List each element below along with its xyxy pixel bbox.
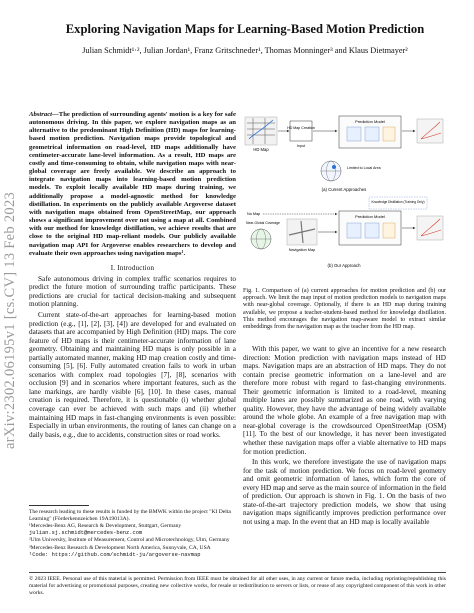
abstract (29, 111, 236, 258)
footnote-affiliation-3: ³Mercedes-Benz Research & Development North America, Sunnyvale, CA, USA (29, 544, 211, 551)
right-paragraph-1: With this paper, we want to give an incentive for a new research direction: Motion prediction with navigation maps instead of HD maps. Navigation maps are an abstraction of HD maps. They do not contain precise geometric information on a lane-level and are therefore more robust with regard to fast-changing environments. Their geometric information is limited to a road-level, meaning multiple lanes are possibly summarized as one road, with varying quality. However, they have the advantage of being widely available around the whole globe. An example of a free navigation map with near-global coverage is the crowdsourced OpenStreetMap (OSM) [11]. To the best of our knowledge, it has never been investigated whether these navigation maps offer a viable alternative to HD maps for motion prediction. (243, 345, 446, 456)
right-paragraph-2: In this work, we therefore investigate the use of navigation maps for the task of motion prediction. We focus on road-level geometry and omit geometric information of lanes, which form the core of every HD map and serve as the main source of information in the field of prediction. Our approach is shown in Fig. 1. On the basis of two state-of-the-art trajectory prediction models, we show that using navigation maps significantly improves prediction performance over not using a map. In the event that an HD map is locally available (243, 458, 446, 526)
footnote-email[interactable]: julian.sj.schmidt@mercedes-benz.com (29, 530, 143, 537)
footnotes (29, 505, 236, 559)
abstract-label: Abstract— (29, 111, 59, 118)
arrow-b-out-head (413, 227, 416, 229)
no-map-arrow-head (335, 213, 338, 215)
panel-b (246, 197, 443, 268)
hd-map-label: HD Map (253, 147, 269, 152)
navigation-map-label: Navigation Map (288, 248, 316, 252)
model-block-b1 (347, 223, 361, 238)
panel-b-caption: (b) Our Approach (327, 263, 361, 268)
left-column (29, 111, 236, 441)
local-area-marker (332, 165, 336, 169)
model-block-b2 (365, 223, 379, 238)
panel-a-caption: (a) Current Approaches (321, 187, 367, 192)
figure-1-caption: Fig. 1. Comparison of (a) current approaches for motion prediction and (b) our approach. We limit the map input of motion prediction models to navigation maps with near-global coverage. Optionally, if there is an HD map during training available, we propose a teacher-student-based method for knowledge distillation. This method encourages the navigation map-aware model to extract similar embeddings from the navigation map as the teacher from the HD map. (243, 288, 446, 331)
arrow-a3-head (413, 130, 416, 132)
model-block-a2 (365, 127, 379, 141)
footnote-affiliation-2: ²Ulm University, Institute of Measurement, Control and Microtechnology, Ulm, Germany (29, 537, 230, 544)
model-block-b3 (383, 223, 395, 238)
hd-map-creation-label: HD Map Creation (287, 126, 315, 130)
near-global-coverage-label: Near-Global Coverage (246, 221, 280, 225)
arrow-a1-head (287, 130, 290, 132)
figure-1 (243, 111, 446, 297)
navmap-arrow-head (335, 231, 338, 233)
panel-a (245, 116, 443, 192)
copyright-notice: © 2023 IEEE. Personal use of this material is permitted. Permission from IEEE must be obtained for all other uses, in any current or future media, including reprinting/republishing this material for advertising or promotional purposes, creating new collective works, for resale or redistribution to servers or lists, or reuse of any copyrighted component of this work in other works. (29, 576, 446, 596)
copyright-rule (29, 572, 446, 573)
local-area-label: Limited to Local Area (347, 166, 381, 170)
prediction-model-label-a: Prediction Model (355, 119, 385, 124)
paper-title: Exploring Navigation Maps for Learning-Based Motion Prediction (65, 22, 425, 36)
arxiv-identifier: arXiv:2302.06195v1 [cs.CV] 13 Feb 2023 (2, 191, 18, 449)
intro-paragraph-2: Current state-of-the-art approaches for learning-based motion prediction (e.g., [1], [2], [3], [4]) are developed for and evaluated on datasets that are accompanied by High Definition (HD) maps. The core feature of HD maps is their centimeter-accurate information of lane geometry. Obtaining and maintaining HD maps is only possible in a partially automated manner, making HD map creation costly and time-consuming [5], [6]. Fully automated creation fails to work in urban scenarios with complex road topologies [7], [8], scenarios with occlusion [9] and in scenarios where important features, such as the lane markings, are hardly visible [6], [10]. In these cases, manual creation is required. Therefore, it is questionable (i) whether global coverage can ever be achieved with such maps and (ii) whether maintaining HD maps in fast-changing environments is even possible: Especially in urban environments, the routing of lanes can change on a daily basis, e.g., due to accidents, construction sites or road works. (29, 311, 236, 439)
abstract-text: The prediction of surrounding agents' motion is a key for safe autonomous driving. In this paper, we explore navigation maps as an alternative to the predominant High Definition (HD) maps for learning-based motion prediction. Navigation maps provide topological and geometrical information on road-level, HD maps additionally have centimeter-accurate lane-level information. As a result, HD maps are costly and time-consuming to obtain, while navigation maps with near-global coverage are freely available. We describe an approach to integrate navigation maps into learning-based motion prediction models. To exploit locally available HD maps during training, we additionally propose a model-agnostic method for knowledge distillation. In experiments on the publicly available Argoverse dataset with navigation maps obtained from OpenStreetMap, our approach shows a significant improvement over not using a map at all. Combined with our method for knowledge distillation, we achieve results that are close to the original HD map-reliant models. Our publicly available navigation map API for Argoverse enables researchers to develop and evaluate their own approaches using navigation maps¹. (29, 111, 236, 257)
figure-1-diagram (243, 111, 446, 297)
model-block-a3 (383, 127, 395, 141)
footnote-funding: The research leading to these results is funded by the BMWK within the project "KI Delta Learning" (Förderkennzeichen 19A19013A). (29, 509, 231, 522)
section-heading-introduction: I. Introduction (110, 263, 155, 272)
author-list: Julian Schmidt¹·², Julian Jordan¹, Franz Gritschneder¹, Thomas Monninger³ and Klaus Dietmayer² (82, 46, 408, 55)
input-label: Input (297, 144, 305, 148)
footnote-rule (29, 505, 89, 506)
no-map-label: No Map (247, 212, 261, 216)
distillation-label: Knowledge Distillation (Training Only) (371, 200, 425, 204)
right-column-text (243, 345, 446, 528)
intro-paragraph-1: Safe autonomous driving in complex traffic scenarios requires to predict the future motion of surrounding traffic participants. These predictions are crucial for tactical decision-making and subsequent motion planning. (29, 274, 236, 309)
model-block-a1 (347, 127, 361, 141)
arrow-a2-head (335, 130, 338, 132)
footnote-code-link[interactable]: ¹Code: https://github.com/schmidt-ju/argoverse-navmap (29, 551, 201, 558)
hd-map-creation-box (290, 121, 312, 141)
prediction-model-label-b: Prediction Model (355, 214, 385, 219)
footnote-affiliation-1: ¹Mercedes-Benz AG, Research & Development, Stuttgart, Germany (29, 522, 182, 529)
